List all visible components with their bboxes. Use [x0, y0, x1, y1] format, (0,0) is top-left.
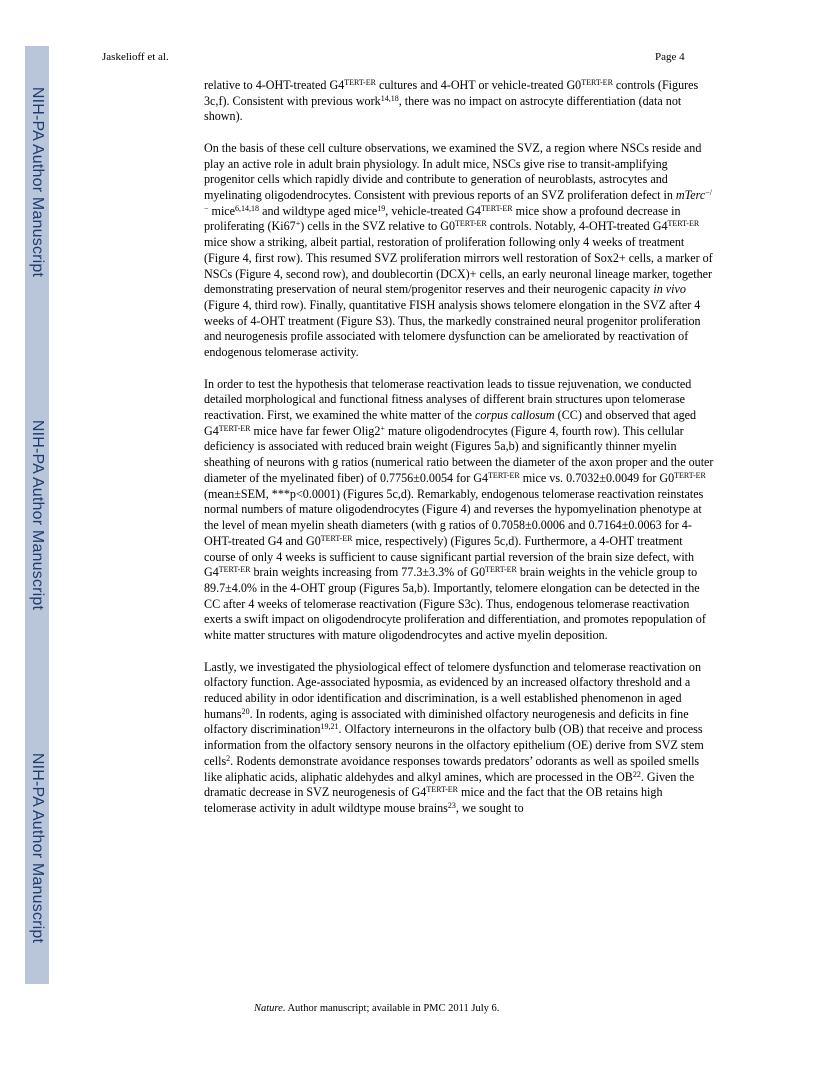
- page-number: Page 4: [655, 51, 685, 63]
- paragraph-3: In order to test the hypothesis that telomerase reactivation leads to tissue rejuvenation, we conducted detailed morphological and functional fitness analyses of different brain structures upon telomerase reactivation. First, we examined the white matter of the corpus callosum (CC) and observed that aged $G4^{TERT-ER}$ mice have far fewer Olig2+ mature oligodendrocytes (Figure 4, fourth row). This cellular deficiency is associated with reduced brain weight (Figures 5a,b) and significantly thinner myelin sheathing of neurons with g ratios (numerical ratio between the diameter of the axon proper and the outer diameter of the myelinated fiber) of 0.7756±0.0054 for $G4^{TERT-ER}$ mice vs. 0.7032±0.0049 for $G0^{TERT-ER}$ (mean±SEM, ***p<0.0001) (Figures 5c,d). Remarkably, endogenous telomerase reactivation reinstates normal numbers of mature oligodendrocytes (Figure 4) and reverses the hypomyelination phenotype at the level of mean myelin sheath diameters (with g ratios of 0.7058±0.0006 and 0.7164±0.0063 for 4-OHT-treated G4 and $G0^{TERT-ER}$ mice, respectively) (Figures 5c,d). Furthermore, a 4-OHT treatment course of only 4 weeks is sufficient to cause significant partial reversion of the brain size defect, with $G4^{TERT-ER}$ brain weights increasing from 77.3±3.3% of $G0^{TERT-ER}$ brain weights in the vehicle group to 89.7±4.0% in the 4-OHT group (Figures 5a,b). Importantly, telomere elongation can be detected in the CC after 4 weeks of telomerase reactivation (Figure S3c). Thus, endogenous telomerase reactivation exerts a swift impact on oligodendrocyte proliferation and differentiation, and promotes repopulation of white matter structures with mature oligodendrocytes and active myelin deposition.: [204, 376, 714, 643]
- article-body: [204, 78, 716, 832]
- paragraph-1: relative to 4-OHT-treated $G4^{TERT-ER}$ cultures and 4-OHT or vehicle-treated $G0^{TERT-ER}$ controls (Figures 3c,f). Consistent with previous work$^{14,18}$, there was no impact on astrocyte differentiation (data not shown).: [204, 78, 699, 124]
- page-footer: [254, 1003, 499, 1014]
- paragraph-2: On the basis of these cell culture observations, we examined the SVZ, a region where NSCs reside and play an active role in adult brain physiology. In adult mice, NSCs give rise to transit-amplifying progenitor cells which rapidly divide and contribute to generation of neuroblasts, astrocytes and myelinating oligodendrocytes. Consistent with previous reports of an SVZ proliferation defect in mTerc−/− mice$^{6,14,18}$ and wildtype aged mice$^{19}$, vehicle-treated $G4^{TERT-ER}$ mice show a profound decrease in proliferating (Ki67+) cells in the SVZ relative to $G0^{TERT-ER}$ controls. Notably, 4-OHT-treated $G4^{TERT-ER}$ mice show a striking, albeit partial, restoration of proliferation following only 4 weeks of treatment (Figure 4, first row). This resumed SVZ proliferation mirrors well restoration of Sox2+ cells, a marker of NSCs (Figure 4, second row), and doublecortin (DCX)+ cells, an early neuronal lineage marker, together demonstrating preservation of neural stem/progenitor reserves and their neurogenic capacity in vivo (Figure 4, third row). Finally, quantitative FISH analysis shows telomere elongation in the SVZ after 4 weeks of 4-OHT treatment (Figure S3). Thus, the markedly constrained neural progenitor proliferation and neurogenesis profile associated with telomere dysfunction can be ameliorated by reactivation of endogenous telomerase activity.: [204, 140, 713, 360]
- footer-availability: . Author manuscript; available in PMC 2011 July 6.: [282, 1003, 500, 1014]
- paragraph-4: Lastly, we investigated the physiological effect of telomere dysfunction and telomerase reactivation on olfactory function. Age-associated hyposmia, as evidenced by an increased olfactory threshold and a reduced ability in odor identification and discrimination, is a well established phenomenon in aged humans$^{20}$. In rodents, aging is associated with diminished olfactory neurogenesis and deficits in fine olfactory discrimination$^{19,21}$. Olfactory interneurons in the olfactory bulb (OB) that receive and process information from the olfactory sensory neurons in the olfactory epithelium (OE) derive from SVZ stem cells$^2$. Rodents demonstrate avoidance responses towards predators’ odorants as well as spoiled smells like aliphatic acids, aliphatic aldehydes and alkyl amines, which are processed in the OB$^{22}$. Given the dramatic decrease in SVZ neurogenesis of $G4^{TERT-ER}$ mice and the fact that the OB retains high telomerase activity in adult wildtype mouse brains$^{23}$, we sought to: [204, 659, 704, 815]
- running-header-authors: Jaskelioff et al.: [102, 51, 169, 63]
- journal-name: Nature: [254, 1003, 283, 1014]
